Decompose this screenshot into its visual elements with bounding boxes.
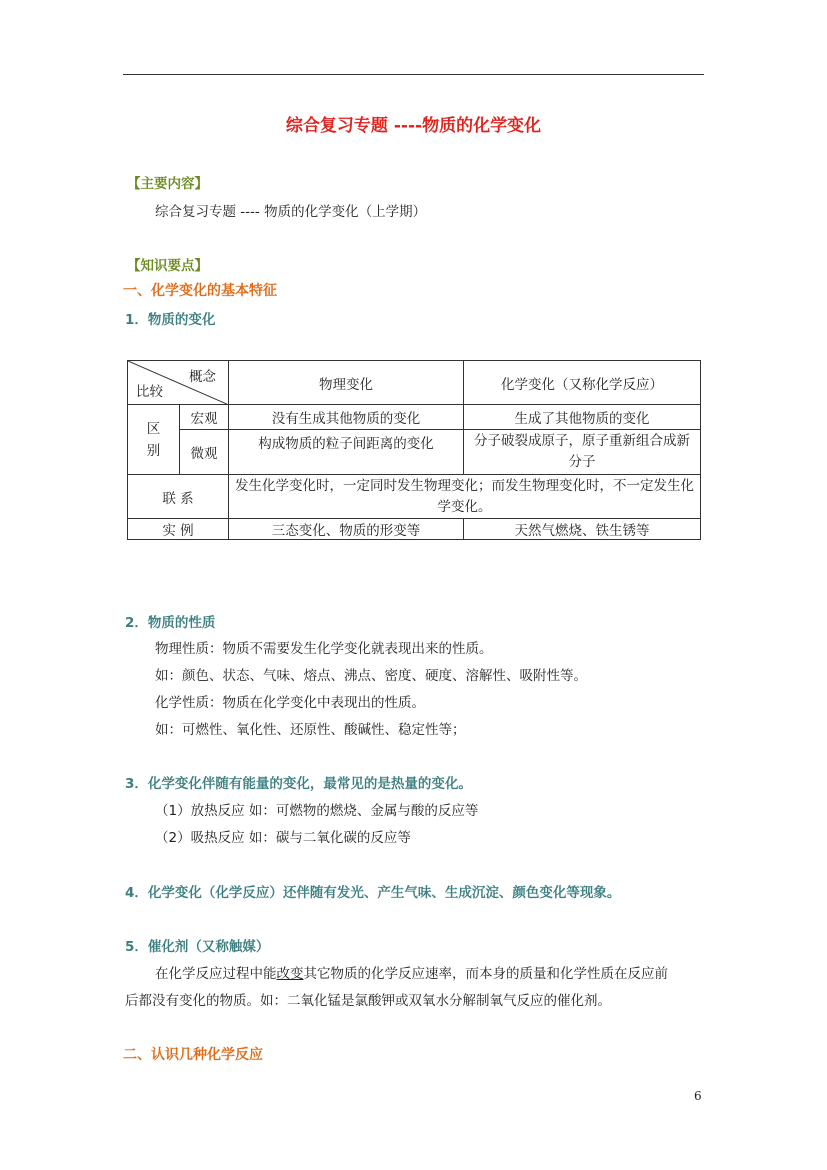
main-content-text: 综合复习专题 ---- 物质的化学变化（上学期） <box>155 204 427 220</box>
macro-label: 宏观 <box>180 405 229 430</box>
item-5-heading: 5．催化剂（又称触媒） <box>125 939 270 955</box>
micro-label: 微观 <box>180 430 229 475</box>
item-5-line-1-post: 其它物质的化学反应速率，而本身的质量和化学性质在反应前 <box>303 966 668 982</box>
item-5-line-1-pre: 在化学反应过程中能 <box>155 966 277 982</box>
col-chemical-header: 化学变化（又称化学反应） <box>464 361 701 405</box>
item-2-line-2: 如：颜色、状态、气味、熔点、沸点、密度、硬度、溶解性、吸附性等。 <box>155 668 587 684</box>
item-3-line-2: （2）吸热反应 如：碳与二氧化碳的反应等 <box>155 830 411 846</box>
macro-chemical-cell: 生成了其他物质的变化 <box>464 405 701 430</box>
comparison-table <box>127 360 701 540</box>
page-number: 6 <box>694 1089 702 1103</box>
col-physical-header: 物理变化 <box>229 361 464 405</box>
item-2-line-1: 物理性质：物质不需要发生化学变化就表现出来的性质。 <box>155 641 493 657</box>
table-corner-cell <box>128 361 229 405</box>
corner-top-label: 概念 <box>189 369 216 385</box>
item-3-line-1: （1）放热反应 如：可燃物的燃烧、金属与酸的反应等 <box>155 803 479 819</box>
section-2-heading: 二、认识几种化学反应 <box>123 1047 263 1063</box>
link-text-cell: 发生化学变化时，一定同时发生物理变化；而发生物理变化时，不一定发生化学变化。 <box>229 475 701 519</box>
item-2-heading: 2．物质的性质 <box>125 615 216 631</box>
section-1-heading: 一、化学变化的基本特征 <box>123 283 277 299</box>
link-label: 联 系 <box>128 475 229 519</box>
document-title: 综合复习专题 ----物质的化学变化 <box>285 116 542 136</box>
corner-bottom-label: 比较 <box>136 384 163 400</box>
macro-physical-cell: 没有生成其他物质的变化 <box>229 405 464 430</box>
main-content-header: 【主要内容】 <box>127 176 208 192</box>
header-rule <box>123 74 704 75</box>
item-3-heading: 3．化学变化伴随有能量的变化，最常见的是热量的变化。 <box>125 776 472 792</box>
item-5-line-1-underlined: 改变 <box>276 966 304 982</box>
example-label: 实 例 <box>128 519 229 540</box>
example-chemical-cell: 天然气燃烧、铁生锈等 <box>464 519 701 540</box>
item-2-line-3: 化学性质：物质在化学变化中表现出的性质。 <box>155 695 425 711</box>
item-5-line-2: 后都没有变化的物质。如：二氧化锰是氯酸钾或双氧水分解制氧气反应的催化剂。 <box>125 993 611 1009</box>
knowledge-header: 【知识要点】 <box>127 258 208 274</box>
micro-chemical-cell: 分子破裂成原子，原子重新组合成新分子 <box>464 430 701 475</box>
micro-physical-cell: 构成物质的粒子间距离的变化 <box>229 430 464 475</box>
diff-label-text: 区别 <box>146 420 161 459</box>
item-4-heading: 4．化学变化（化学反应）还伴随有发光、产生气味、生成沉淀、颜色变化等现象。 <box>125 885 621 901</box>
item-2-line-4: 如：可燃性、氧化性、还原性、酸碱性、稳定性等； <box>155 722 466 738</box>
item-1-heading: 1．物质的变化 <box>125 312 216 328</box>
example-physical-cell: 三态变化、物质的形变等 <box>229 519 464 540</box>
item-5-line-1 <box>155 962 668 982</box>
diff-label <box>128 405 180 475</box>
